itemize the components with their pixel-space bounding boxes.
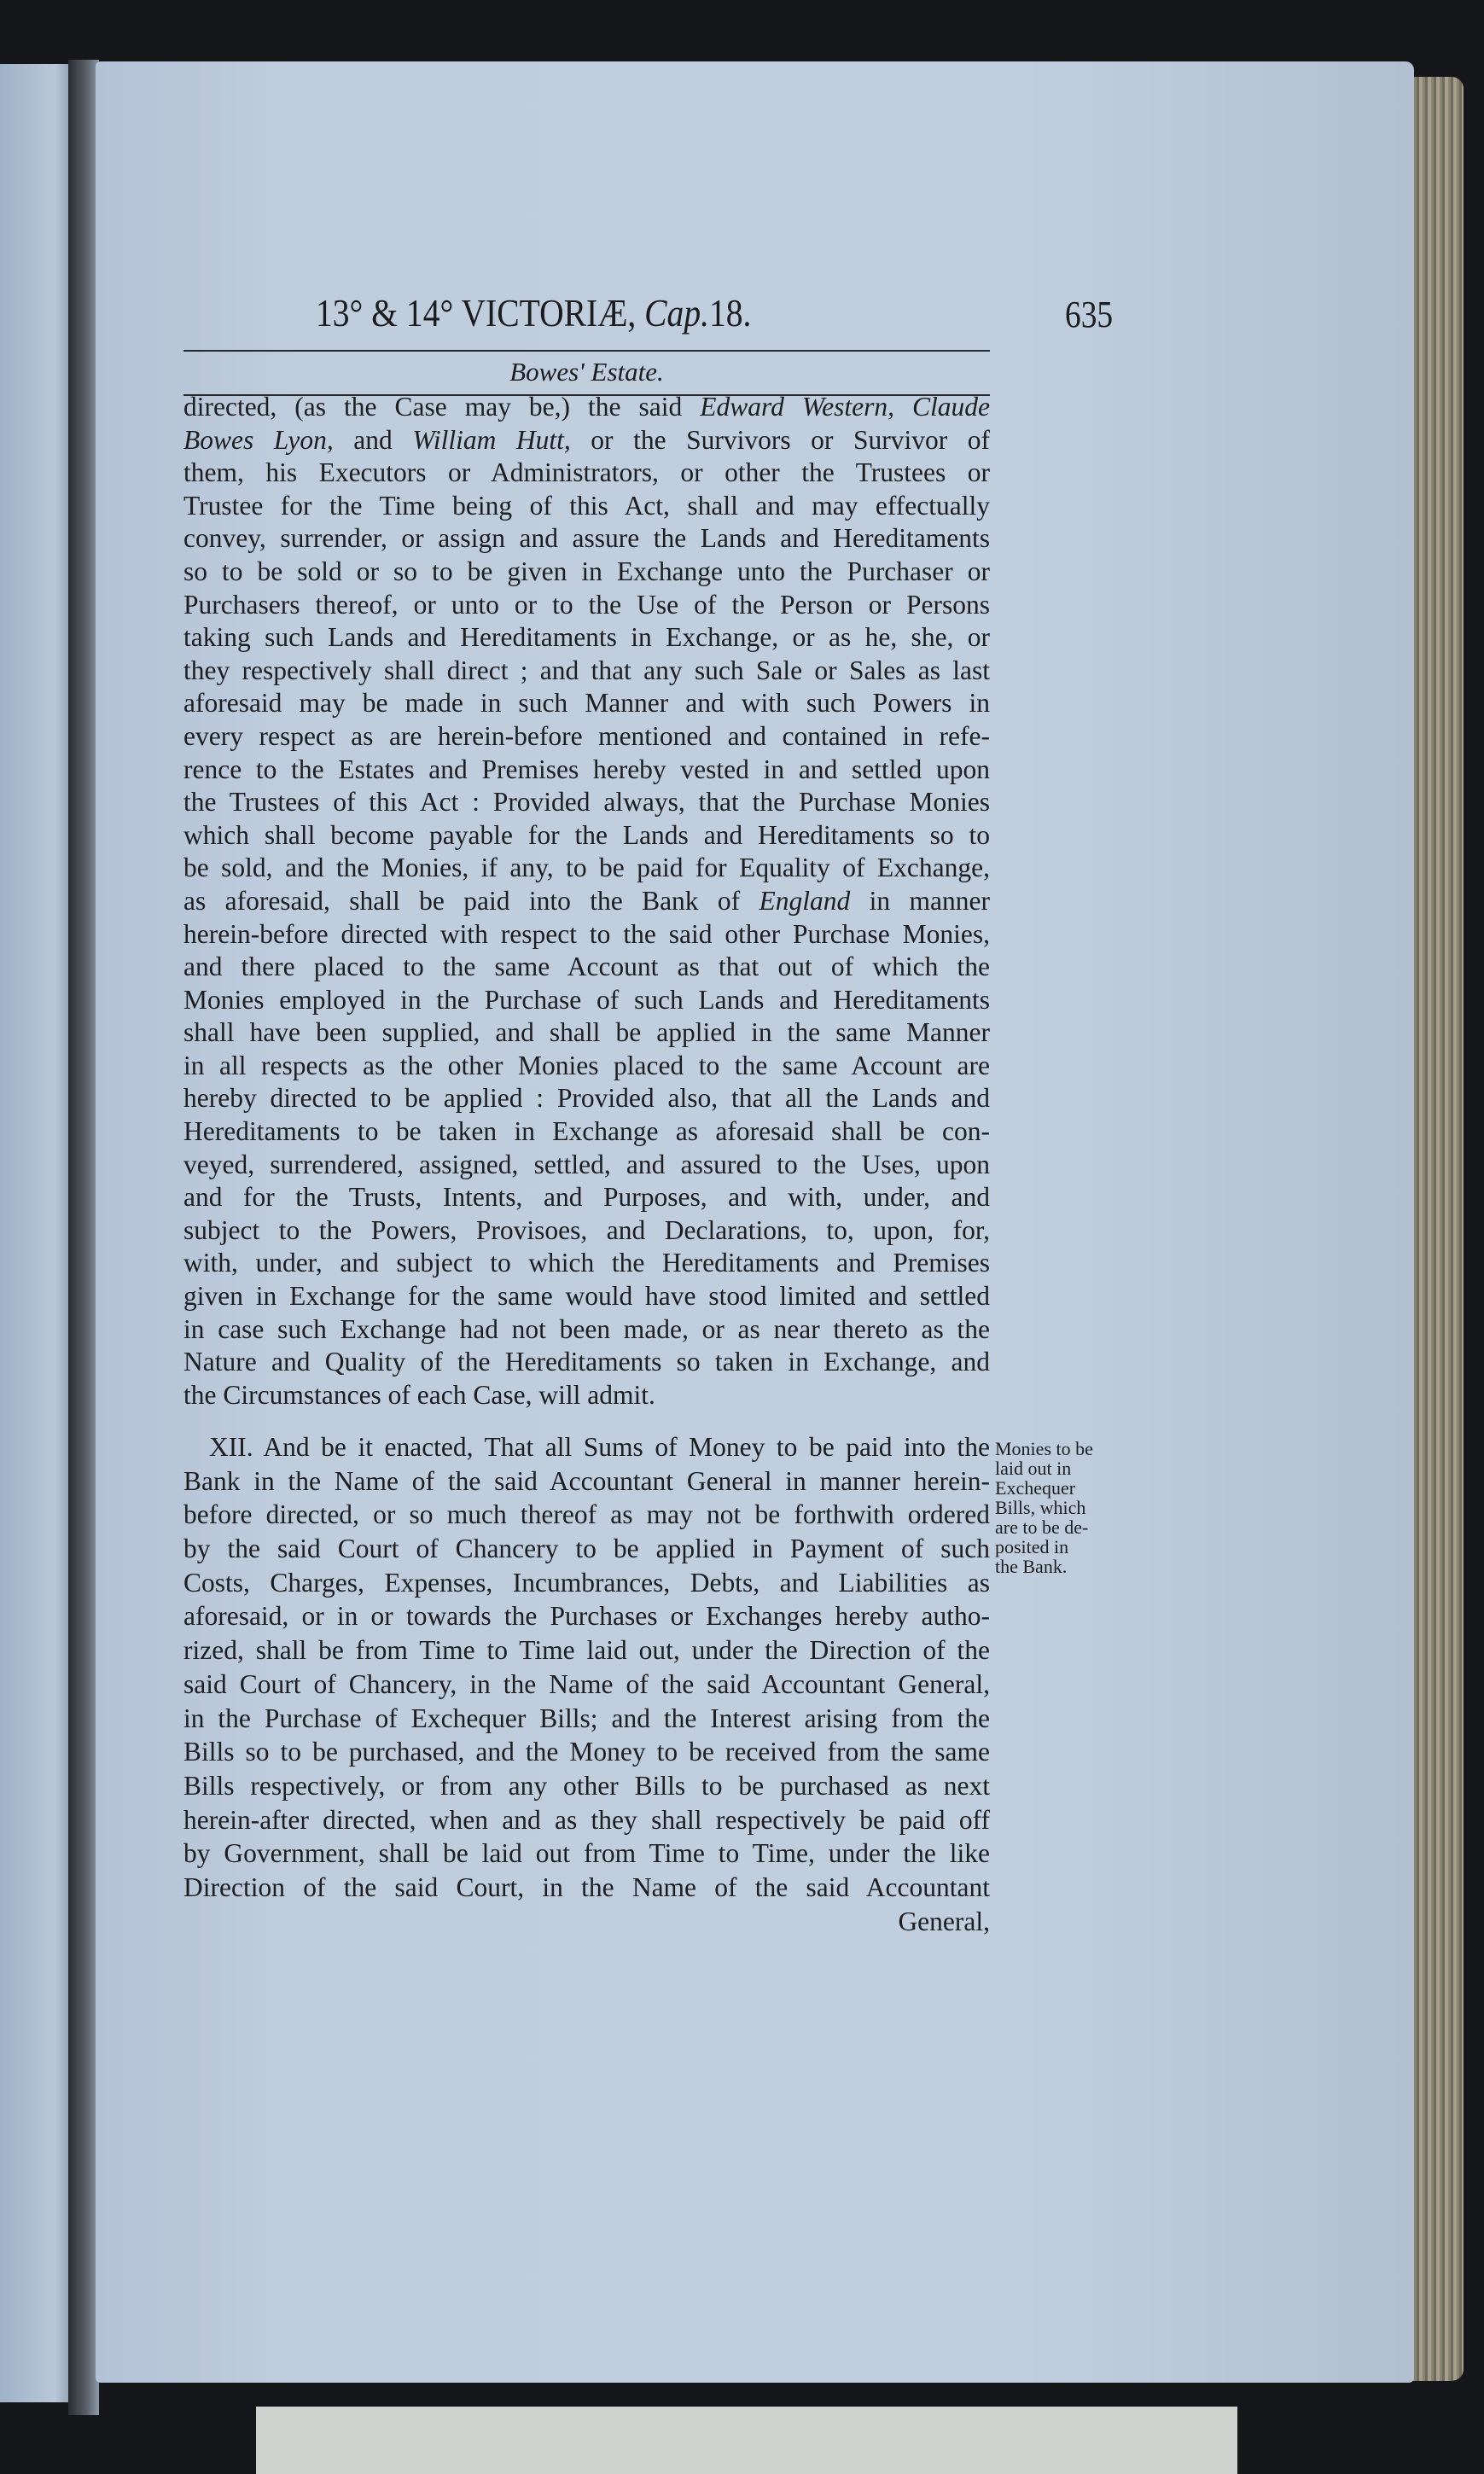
text: with, under, and subject to which the Hereditaments and Premises	[183, 1248, 990, 1278]
text-line: by Government, shall be laid out from Time to Time, under the like	[183, 1838, 990, 1869]
text-line: by the said Court of Chancery to be applied in Payment of such	[183, 1534, 990, 1564]
text: herein-before directed with respect to the said other Purchase Monies,	[183, 918, 990, 949]
text-line	[183, 754, 990, 787]
text: which shall become payable for the Lands and Hereditaments so to	[183, 819, 990, 850]
running-head: Bowes' Estate.	[509, 357, 664, 387]
page-header	[183, 290, 994, 341]
margin-note-line: Bills, which	[995, 1497, 1086, 1518]
text-line: said Court of Chancery, in the Name of the said Accountant General,	[183, 1668, 990, 1699]
text: they respectively shall direct ; and that any such Sale or Sales as last	[183, 655, 990, 685]
text-line	[183, 490, 990, 523]
text: in all respects as the other Monies placed to the same Account are	[183, 1050, 990, 1080]
text: be sold, and the Monies, if any, to be paid for Equality of Exchange,	[183, 853, 990, 883]
text: and for the Trusts, Intents, and Purposes, and with, under, and	[183, 1182, 990, 1213]
text-line	[183, 424, 990, 457]
catchword: General,	[898, 1906, 990, 1936]
text: in case such Exchange had not been made, or as near thereto as the	[183, 1313, 990, 1344]
margin-note-line: Exchequer	[995, 1477, 1076, 1499]
text-line	[183, 655, 990, 688]
text: Hereditaments to be taken in Exchange as aforesaid shall be con-	[183, 1116, 990, 1147]
text: so to be sold or so to be given in Exchange unto the Purchaser or	[183, 556, 990, 586]
text: and there placed to the same Account as that out of which the	[183, 952, 990, 982]
text-line: Direction of the said Court, in the Name of the said Accountant	[183, 1872, 990, 1902]
text: aforesaid may be made in such Manner and with such Powers in	[183, 688, 990, 719]
italic-text: Edward Western,	[700, 392, 895, 422]
text: Trustee for the Time being of this Act, shall and may effectually	[183, 490, 990, 521]
text-line	[183, 1050, 990, 1083]
text-line	[183, 885, 990, 918]
text: subject to the Powers, Provisoes, and Declarations, to, upon, for,	[183, 1214, 990, 1245]
text-line	[183, 621, 990, 655]
text: every respect as are herein-before mentioned and contained in refe-	[183, 720, 990, 751]
text	[894, 392, 912, 422]
margin-note-line: Monies to be	[995, 1438, 1093, 1459]
text-line	[183, 951, 990, 984]
text-line	[183, 1346, 990, 1379]
text-line: before directed, or so much thereof as may not be forthwith ordered	[183, 1499, 990, 1530]
text-line: Bills so to be purchased, and the Money to be received from the same	[183, 1737, 990, 1767]
facing-page-edge	[0, 64, 79, 2402]
text: taking such Lands and Hereditaments in Exchange, or as he, she, or	[183, 622, 990, 653]
text-line	[183, 1181, 990, 1214]
text: in manner	[850, 885, 990, 916]
italic-text: William Hutt,	[412, 424, 571, 455]
text: Nature and Quality of the Hereditaments so taken in Exchange, and	[183, 1347, 990, 1377]
text-line: Bills respectively, or from any other Bills to be purchased as next	[183, 1770, 990, 1801]
margin-note-line: the Bank.	[995, 1556, 1068, 1577]
text-line	[183, 687, 990, 720]
text-line	[183, 391, 990, 424]
text-line: XII. And be it enacted, That all Sums of Money to be paid into the	[209, 1432, 990, 1462]
text-line: aforesaid, or in or towards the Purchases or Exchanges hereby autho-	[183, 1601, 990, 1632]
text: Purchasers thereof, or unto or to the Use of the Person or Persons	[183, 589, 990, 620]
margin-note-line: laid out in	[995, 1458, 1072, 1479]
text-line	[183, 984, 990, 1017]
italic-text: England	[759, 885, 851, 916]
text-line	[183, 918, 990, 952]
text-line	[183, 1115, 990, 1149]
text-line	[183, 786, 990, 819]
text-line	[183, 457, 990, 490]
page-number: 635	[1065, 294, 1114, 335]
text: the Trustees of this Act : Provided always, that the Purchase Monies	[183, 787, 990, 818]
text-line	[183, 1313, 990, 1347]
text: the Circumstances of each Case, will admit.	[183, 1379, 655, 1410]
book-gutter	[68, 60, 99, 2415]
text: or the Survivors or Survivor of	[570, 424, 990, 455]
text-line: in the Purchase of Exchequer Bills; and the Interest arising from the	[183, 1703, 990, 1733]
text: rence to the Estates and Premises hereby vested in and settled upon	[183, 754, 990, 784]
text: veyed, surrendered, assigned, settled, and assured to the Uses, upon	[183, 1149, 990, 1179]
italic-text: Bowes Lyon,	[183, 424, 334, 455]
text-line: Costs, Charges, Expenses, Incumbrances, Debts, and Liabilities as	[183, 1567, 990, 1598]
text-line	[183, 1016, 990, 1050]
text-line: herein-after directed, when and as they shall respectively be paid off	[183, 1804, 990, 1835]
text-line	[183, 1280, 990, 1313]
text: convey, surrender, or assign and assure the Lands and Hereditaments	[183, 523, 990, 554]
text-line	[183, 819, 990, 853]
text-line: Bank in the Name of the said Accountant General in manner herein-	[183, 1465, 990, 1496]
text: directed, (as the Case may be,) the said	[183, 392, 701, 422]
header-rule	[183, 350, 990, 352]
text-line	[183, 1149, 990, 1182]
margin-note-line: are to be de-	[995, 1516, 1089, 1538]
paragraph-1	[183, 391, 990, 1412]
page-title: 13° & 14° VICTORIÆ, Cap.18.	[316, 291, 752, 335]
text-line	[183, 589, 990, 622]
text: as aforesaid, shall be paid into the Bank of	[183, 885, 759, 916]
text: shall have been supplied, and shall be applied in the same Manner	[183, 1017, 990, 1048]
italic-text: Claude	[912, 392, 991, 422]
text-line: rized, shall be from Time to Time laid out, under the Direction of the	[183, 1635, 990, 1666]
text-line	[183, 1214, 990, 1248]
text: and	[333, 424, 413, 455]
paper-strip	[256, 2407, 1237, 2474]
text: given in Exchange for the same would have stood limited and settled	[183, 1281, 990, 1312]
text-line	[183, 720, 990, 754]
text-line	[183, 522, 990, 556]
paragraph-2	[183, 1430, 990, 1938]
text: hereby directed to be applied : Provided also, that all the Lands and	[183, 1083, 990, 1114]
margin-note	[995, 1439, 1093, 1576]
text-line	[183, 1082, 990, 1115]
text-line	[183, 852, 990, 885]
margin-note-line: posited in	[995, 1536, 1069, 1557]
text: them, his Executors or Administrators, or other the Trustees or	[183, 457, 990, 488]
text-line	[183, 556, 990, 589]
text-line	[183, 1379, 990, 1412]
text: Monies employed in the Purchase of such Lands and Hereditaments	[183, 984, 990, 1015]
text-line	[183, 1247, 990, 1280]
